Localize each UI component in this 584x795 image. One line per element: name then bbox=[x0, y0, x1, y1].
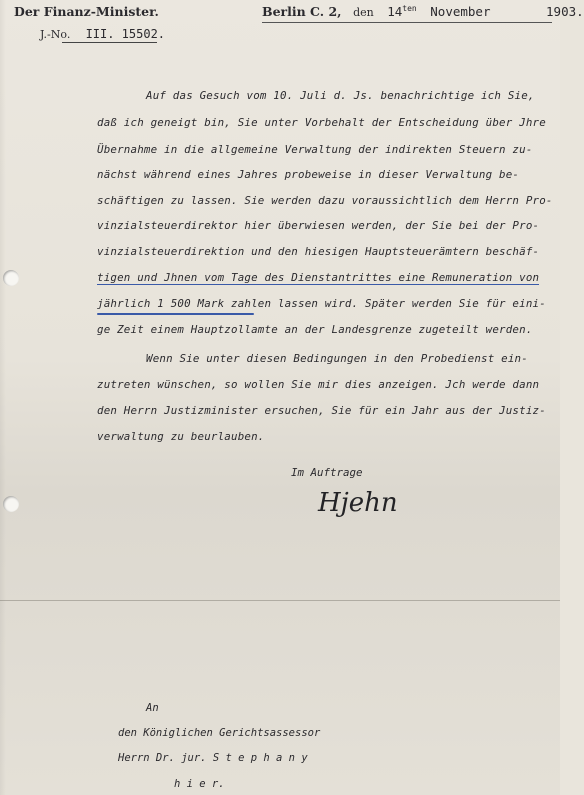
closing-phrase: Im Auftrage bbox=[291, 466, 363, 479]
body-line-underlined: tigen und Jhnen vom Tage des Dienstantrittes eine Remuneration von bbox=[97, 271, 540, 284]
punch-hole bbox=[3, 496, 19, 512]
address-line: An bbox=[146, 702, 159, 714]
body-line: Auf das Gesuch vom 10. Juli d. Js. benachrichtige ich Sie, bbox=[146, 89, 535, 102]
address-line: den Königlichen Gerichtsassessor bbox=[118, 727, 321, 739]
date-day: 14 bbox=[387, 4, 403, 20]
body-line: den Herrn Justizminister ersuchen, Sie für ein Jahr aus der Justiz- bbox=[97, 404, 546, 417]
date-day-suffix: ten bbox=[402, 4, 417, 13]
sender-heading: Der Finanz-Minister. bbox=[14, 4, 159, 19]
body-line: Wenn Sie unter diesen Bedingungen in den Probedienst ein- bbox=[146, 352, 528, 365]
date-month: November bbox=[430, 4, 491, 20]
date-prefix: den bbox=[353, 6, 374, 20]
address-line: h i e r. bbox=[174, 778, 225, 790]
body-line: Übernahme in die allgemeine Verwaltung der indirekten Steuern zu- bbox=[97, 143, 533, 156]
body-line: nächst während eines Jahres probeweise in dieser Verwaltung be- bbox=[97, 168, 520, 181]
place: Berlin C. 2, bbox=[262, 4, 342, 20]
salary-underline bbox=[97, 313, 254, 315]
body-line: zutreten wünschen, so wollen Sie mir dies anzeigen. Jch werde dann bbox=[97, 378, 540, 391]
body-line: jährlich 1 500 Mark zahlen lassen wird. Später werden Sie für eini- bbox=[97, 297, 546, 310]
body-line: vinzialsteuerdirektor hier überwiesen werden, der Sie bei der Pro- bbox=[97, 219, 540, 232]
reference-number bbox=[40, 27, 165, 41]
date-underline bbox=[262, 22, 552, 23]
ref-value: III. 15502. bbox=[85, 27, 166, 41]
fold-crease bbox=[0, 600, 560, 601]
ref-prefix: J.-No. bbox=[40, 28, 71, 41]
date-year: 1903. bbox=[546, 4, 584, 20]
body-line: vinzialsteuerdirektion und den hiesigen Hauptsteuerämtern beschäf- bbox=[97, 245, 540, 258]
date-line bbox=[262, 4, 584, 19]
ref-underline bbox=[62, 42, 157, 43]
body-line: verwaltung zu beurlauben. bbox=[97, 430, 265, 443]
address-line: Herrn Dr. jur. S t e p h a n y bbox=[118, 752, 308, 764]
signature: Hjehn bbox=[318, 488, 398, 518]
body-line: daß ich geneigt bin, Sie unter Vorbehalt der Entscheidung über Jhre bbox=[97, 116, 546, 129]
punch-hole bbox=[3, 270, 19, 286]
body-line: ge Zeit einem Hauptzollamte an der Landesgrenze zugeteilt werden. bbox=[97, 323, 533, 336]
body-line: schäftigen zu lassen. Sie werden dazu voraussichtlich dem Herrn Pro- bbox=[97, 194, 553, 207]
